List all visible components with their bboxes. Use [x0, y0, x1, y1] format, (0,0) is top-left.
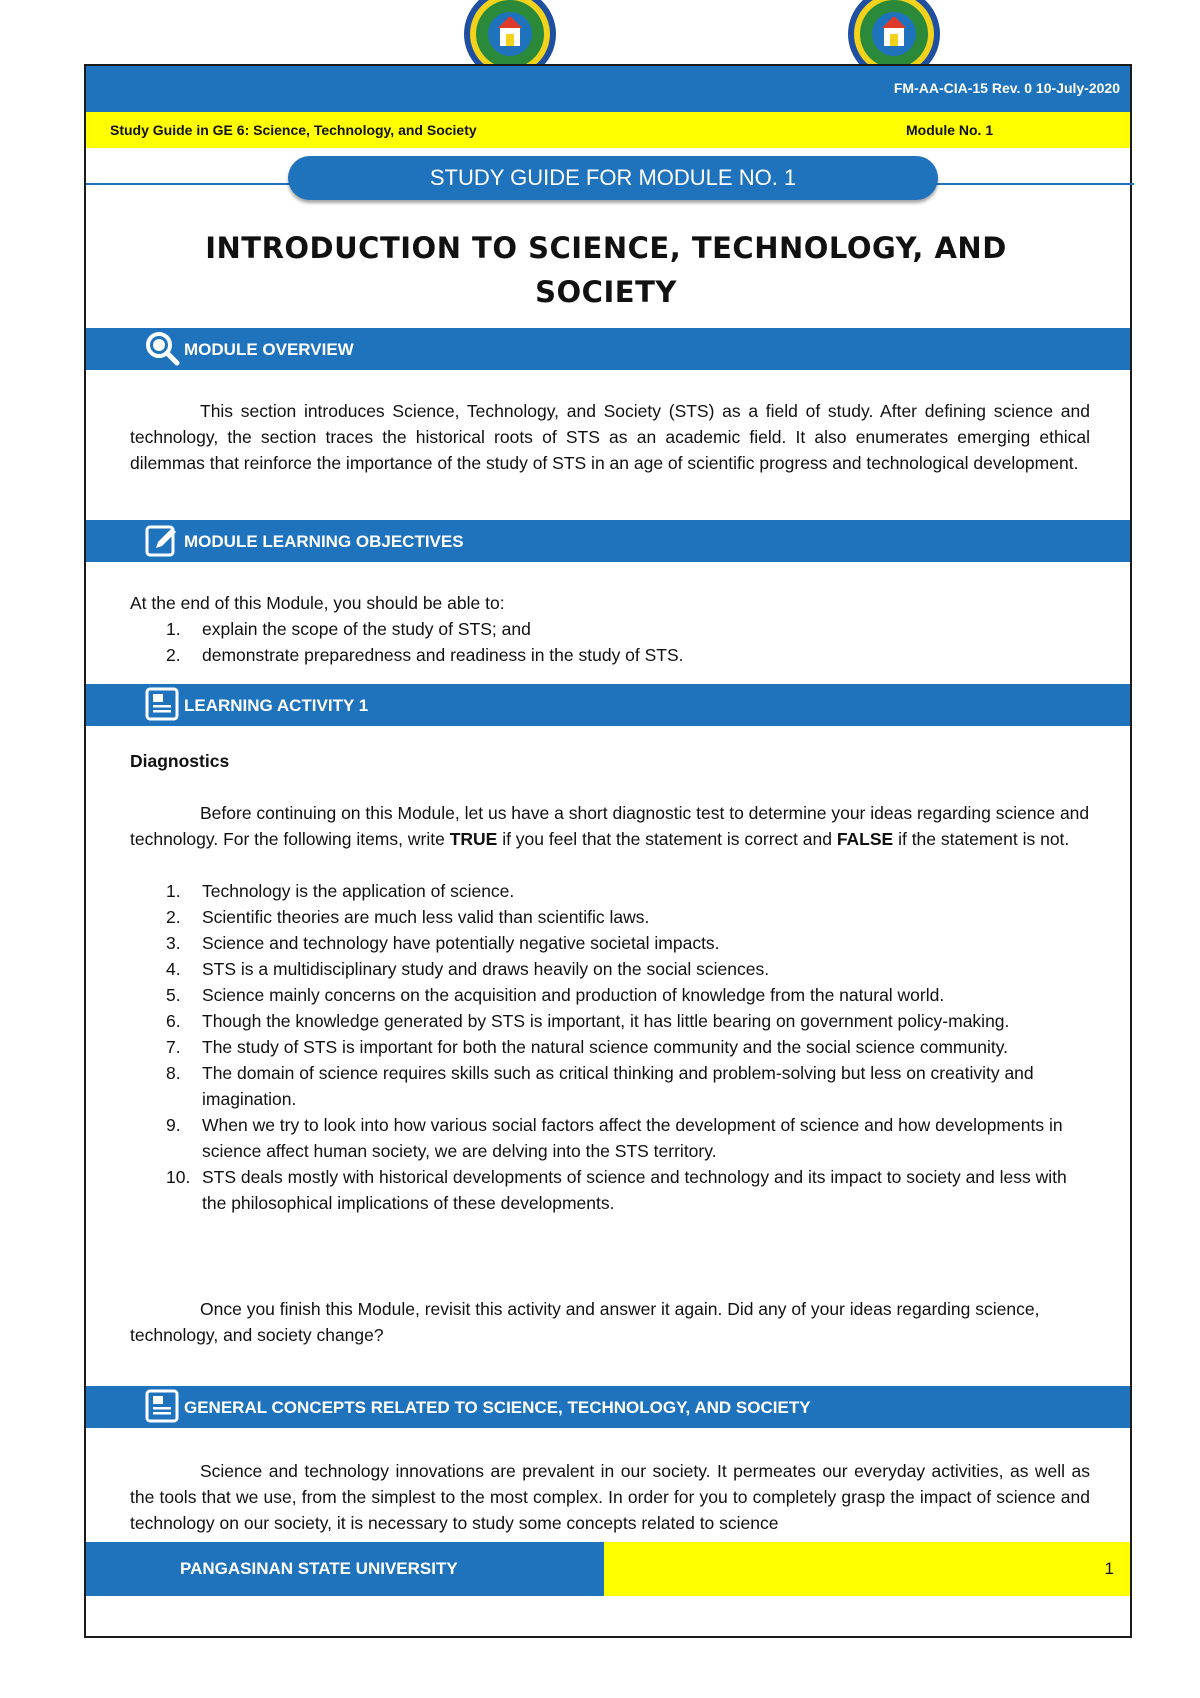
- university-name: PANGASINAN STATE UNIVERSITY: [180, 1559, 458, 1578]
- list-item: 1. Technology is the application of science.: [166, 881, 515, 901]
- university-seal-right: [846, 0, 942, 66]
- page-title-line-2: SOCIETY: [535, 275, 677, 309]
- module-number: Module No. 1: [906, 122, 994, 138]
- banner-rule-left: [86, 183, 296, 185]
- page-frame: [84, 64, 1132, 1638]
- section-header-concepts: [86, 1386, 1130, 1428]
- guide-bar: [86, 112, 1130, 148]
- list-item: 8. The domain of science requires skills such as critical thinking and problem-solving but less on creativity and imagination.: [166, 1063, 1034, 1109]
- objectives-list: [130, 616, 1090, 668]
- section-header-objectives: [86, 520, 1130, 562]
- section-title-objectives: MODULE LEARNING OBJECTIVES: [184, 532, 464, 551]
- banner-rule-right: [936, 183, 1134, 185]
- list-item: 2. demonstrate preparedness and readiness in the study of STS.: [166, 645, 684, 665]
- page-number: 1: [1104, 1559, 1114, 1578]
- concepts-text: Science and technology innovations are prevalent in our society. It permeates our everyday activities, as well as the tools that we use, from the simplest to the most complex. In order for you to completely grasp the impact of science and technology on our society, it is necessary to study some concepts related to science: [130, 1461, 1090, 1533]
- section-title-concepts: GENERAL CONCEPTS RELATED TO SCIENCE, TECHNOLOGY, AND SOCIETY: [184, 1398, 811, 1417]
- footer-university: [86, 1542, 604, 1596]
- document-icon: [144, 1388, 180, 1424]
- pencil-icon: [144, 522, 180, 558]
- section-header-activity: [86, 684, 1130, 726]
- magnifier-icon: [144, 330, 180, 366]
- header-bar: [86, 66, 1130, 112]
- list-item: 2. Scientific theories are much less valid than scientific laws.: [166, 907, 650, 927]
- section-header-overview: [86, 328, 1130, 370]
- activity-closing: Once you finish this Module, revisit this activity and answer it again. Did any of your ideas regarding science, technology, and society change?: [130, 1299, 1040, 1345]
- list-item: 5. Science mainly concerns on the acquisition and production of knowledge from the natural world.: [166, 985, 945, 1005]
- activity-intro: Before continuing on this Module, let us have a short diagnostic test to determine your ideas regarding science and technology. For the following items, write TRUE if you feel that the statement is correct and FALSE if the statement is not.: [130, 803, 1090, 849]
- list-item: 3. Science and technology have potentially negative societal impacts.: [166, 933, 720, 953]
- list-item: 1. explain the scope of the study of STS; and: [166, 619, 531, 639]
- page-title-line-1: INTRODUCTION TO SCIENCE, TECHNOLOGY, AND: [205, 231, 1007, 265]
- section-title-activity: LEARNING ACTIVITY 1: [184, 696, 369, 715]
- false-keyword: FALSE: [836, 829, 894, 849]
- overview-text: This section introduces Science, Technology, and Society (STS) as a field of study. After defining science and technology, the section traces the historical roots of STS as an academic field. It also enumerates emerging ethical dilemmas that reinforce the importance of the study of STS in an age of scientific progress and technological development.: [130, 401, 1090, 473]
- page-title: [146, 226, 1066, 314]
- guide-title: Study Guide in GE 6: Science, Technology, and Society: [110, 122, 477, 138]
- form-code: FM-AA-CIA-15 Rev. 0 10-July-2020: [893, 80, 1120, 96]
- objectives-intro: At the end of this Module, you should be able to:: [130, 593, 505, 613]
- study-guide-banner: STUDY GUIDE FOR MODULE NO. 1: [288, 156, 938, 200]
- list-item: 9. When we try to look into how various social factors affect the development of science and how developments in science affect human society, we are delving into the STS territory.: [166, 1115, 1063, 1161]
- true-keyword: TRUE: [449, 829, 498, 849]
- university-seal-left: [462, 0, 558, 66]
- list-item: 10. STS deals mostly with historical developments of science and technology and its impact to society and less with the philosophical implications of these developments.: [166, 1167, 1067, 1213]
- section-title-overview: MODULE OVERVIEW: [184, 340, 354, 359]
- list-item: 6. Though the knowledge generated by STS is important, it has little bearing on government policy-making.: [166, 1011, 1010, 1031]
- document-icon: [144, 686, 180, 722]
- footer-page: [604, 1542, 1130, 1596]
- list-item: 7. The study of STS is important for both the natural science community and the social science community.: [166, 1037, 1009, 1057]
- diagnostic-list: [130, 878, 1090, 1216]
- list-item: 4. STS is a multidisciplinary study and draws heavily on the social sciences.: [166, 959, 770, 979]
- activity-subheading: Diagnostics: [130, 751, 230, 771]
